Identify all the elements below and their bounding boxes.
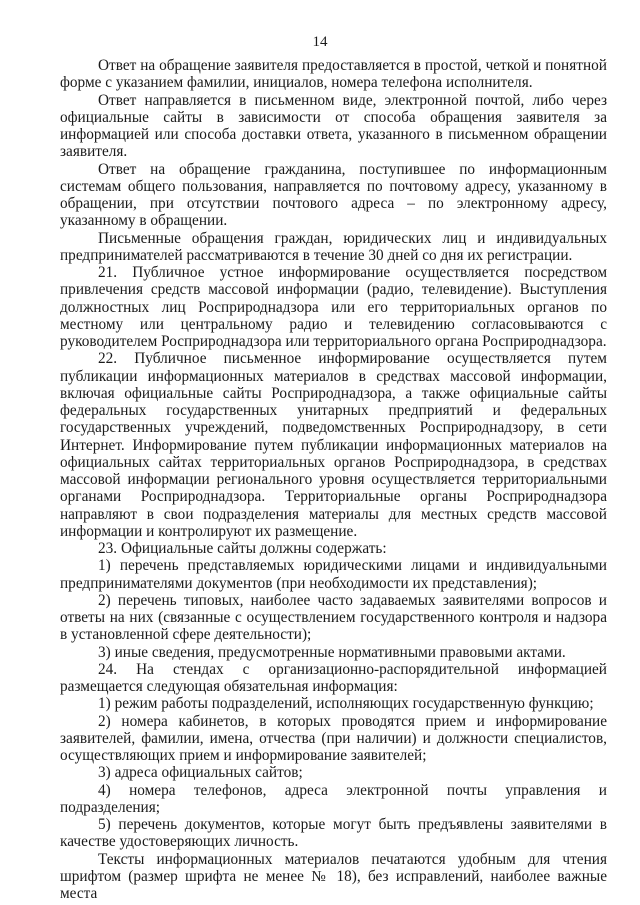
clause-21: 21. Публичное устное информирование осуществляется посредством привлечения средств массовой информации (радио, телевидение). Выступления должностных лиц Росприроднадзора или его территориальных органов по местному или центральному радио и телевидению согласовываются с руководителем Росприроднадзора или территориального органа Росприроднадзора. (60, 264, 607, 350)
clause-24-item-5: 5) перечень документов, которые могут быть предъявлены заявителями в качестве удостоверяющих личность. (60, 816, 607, 851)
clause-23-item-2: 2) перечень типовых, наиболее часто задаваемых заявителями вопросов и ответы на них (связанные с осуществлением государственного контроля и надзора в установленной сфере деятельности); (60, 591, 607, 644)
clause-24-item-3: 3) адреса официальных сайтов; (98, 764, 303, 782)
paragraph-reply-address: Ответ на обращение гражданина, поступившее по информационным системам общего пользования, направляется по почтовому адресу, указанному в обращении, при отсутствии почтового адреса – по электронному адресу, указанному в обращении. (60, 160, 607, 230)
paragraph-reply-form: Ответ на обращение заявителя предоставляется в простой, четкой и понятной форме с указанием фамилии, инициалов, номера телефона исполнителя. (60, 57, 607, 92)
paragraph-materials-font: Тексты информационных материалов печатаются удобным для чтения шрифтом (размер шрифта не менее № 18), без исправлений, наиболее важные места (60, 850, 607, 902)
paragraph-review-period: Письменные обращения граждан, юридических лиц и индивидуальных предпринимателей рассматриваются в течение 30 дней со дня их регистрации. (60, 229, 607, 264)
clause-23: 23. Официальные сайты должны содержать: (98, 540, 387, 557)
page-number: 14 (312, 34, 328, 50)
clause-24-item-2: 2) номера кабинетов, в которых проводятся прием и информирование заявителей, фамилии, имена, отчества (при наличии) и должности специалистов, осуществляющих прием и информирование заявителей; (60, 712, 607, 764)
clause-24-item-4: 4) номера телефонов, адреса электронной почты управления и подразделения; (60, 781, 607, 816)
clause-24: 24. На стендах с организационно-распорядительной информацией размещается следующая обязательная информация: (60, 660, 607, 695)
clause-24-item-1: 1) режим работы подразделений, исполняющих государственную функцию; (98, 695, 594, 713)
clause-22: 22. Публичное письменное информирование осуществляется путем публикации информационных материалов в средствах массовой информации, включая официальные сайты Росприроднадзора, а также официальные сайты федеральных государственных унитарных предприятий и федеральных государственных учреждений, подведомственных Росприроднадзору, в сети Интернет. Информирование путем публикации информационных материалов на официальных сайтах территориальных органов Росприроднадзора, в средствах массовой информации регионального уровня осуществляется территориальными органами Росприроднадзора. Территориальные органы Росприроднадзора направляют в свои подразделения материалы для местных средств массовой информации и контролируют их размещение. (60, 350, 607, 540)
document-body (60, 57, 607, 902)
clause-23-item-3: 3) иные сведения, предусмотренные нормативными правовыми актами. (98, 643, 566, 661)
clause-23-item-1: 1) перечень представляемых юридическими лицами и индивидуальными предпринимателями документов (при необходимости их представления); (60, 557, 607, 592)
paragraph-reply-channel: Ответ направляется в письменном виде, электронной почтой, либо через официальные сайты в зависимости от способа обращения заявителя за информацией или способа доставки ответа, указанного в письменном обращении заявителя. (60, 91, 607, 161)
